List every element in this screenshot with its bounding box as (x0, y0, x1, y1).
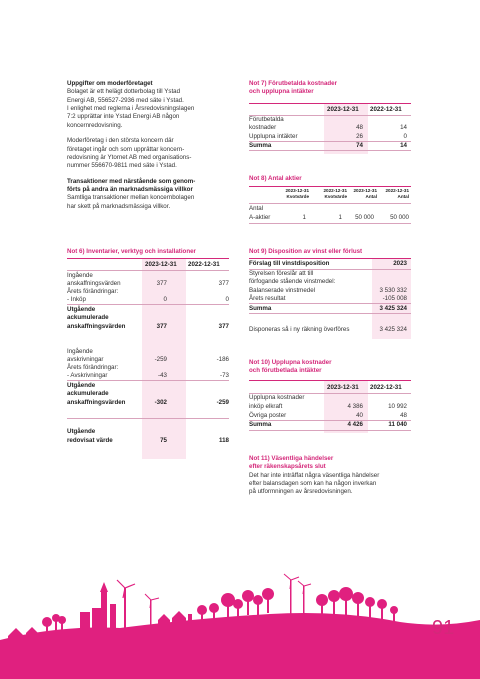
mother-line: koncernredovisning. (67, 121, 123, 129)
note9-value: -105 008 (382, 295, 407, 302)
note6-row-label: Utgående (67, 382, 96, 389)
town-silhouette-illustration (0, 570, 480, 679)
note6-value: 118 (219, 437, 229, 444)
note9-header-year: 2023 (393, 260, 407, 267)
mother-line: Bolaget är ett helägt dotterbolag till Ystad (67, 88, 181, 96)
note6-col2-header: 2022-12-31 (188, 261, 220, 268)
note10-value: 11 040 (388, 421, 407, 428)
note11-title: Not 11) Väsentliga händelser (249, 455, 334, 462)
note7-value: 14 (400, 124, 407, 131)
note6-value: -259 (216, 399, 229, 406)
note11-section (249, 455, 424, 497)
note11-title: efter räkenskapsårets slut (249, 463, 326, 471)
note6-value: -43 (158, 372, 167, 379)
mother-line: Moderföretag i den största koncern där (67, 137, 174, 145)
note9-title: Not 9) Disposition av vinst eller förlust (249, 248, 363, 255)
note6-row-label: Utgående (67, 428, 96, 435)
mother-line: företaget ingår och som upprättar koncern- (67, 145, 185, 153)
note8-row-label: Antal (249, 205, 264, 212)
note10-value: 4 426 (347, 421, 363, 428)
note10-row-label: Upplupna kostnader (249, 394, 305, 401)
note8-header: 2022-12-31 Kvotvärde (323, 188, 347, 199)
note6-title: Not 6) Inventarier, verktyg och installationer (67, 248, 196, 255)
note7-value: 0 (403, 133, 407, 140)
note9-row-label: Balanserade vinstmedel (249, 287, 316, 294)
note6-row-label: Ingående (67, 272, 93, 279)
note10-col2-header: 2022-12-31 (370, 384, 402, 391)
note7-row-label: kostnader (249, 124, 277, 131)
note8-row-label: A-aktier (249, 214, 271, 221)
note10-title: och förutbetlada intäkter (249, 367, 322, 375)
note8-header: 2022-12-31 Antal (385, 188, 409, 199)
note6-row-label: avskrivningar (67, 356, 104, 363)
note6-value: 75 (160, 437, 167, 444)
note8-header: 2023-12-31 Antal (353, 188, 377, 199)
note7-row-label: Förutbetalda (249, 116, 284, 123)
transactions-title: Transaktioner med närstående som genom- (67, 177, 196, 185)
note7-row-label: Summa (249, 142, 272, 149)
note6-value: 377 (218, 280, 229, 287)
note6-value: -186 (216, 356, 229, 363)
note7-row-label: Upplupna intäkter (249, 133, 298, 140)
note10-title: Not 10) Upplupna kostnader (249, 359, 332, 366)
note9-line: förfogande stående vinstmedel: (249, 278, 336, 285)
note8-rule (249, 186, 411, 187)
note6-row-label: - Inköp (67, 296, 86, 303)
note9-carry-value: 3 425 324 (379, 326, 407, 333)
note10-value: 4 386 (347, 403, 363, 410)
note7-value: 74 (356, 142, 363, 149)
note10-value: 48 (400, 412, 407, 419)
note6-value: 0 (163, 296, 167, 303)
note8-header: 2023-12-31 Kvotvärde (285, 188, 309, 199)
note7-col2-header: 2022-12-31 (370, 106, 402, 113)
mother-line: redovisning är Ytornet AB med organisations- (67, 153, 192, 161)
note9-header-label: Förslag till vinstdisposition (249, 260, 330, 267)
mother-line: nummer 556670-9811 med säte i Ystad. (67, 162, 177, 170)
note6-row-label: ackumulerade (67, 314, 109, 321)
note6-row-label: anskaffningsvärden (67, 323, 126, 330)
note9-table (249, 260, 411, 340)
note8-value: 50 000 (355, 214, 374, 221)
note11-line: på utformningen av årsredovisningen. (249, 488, 353, 496)
transactions-line: Samtliga transaktioner mellan koncernbolagen (67, 194, 195, 202)
note6-value: -259 (154, 356, 167, 363)
note8-title: Not 8) Antal aktier (249, 175, 302, 182)
note11-line: efter balansdagen som kan ha någon inverkan (249, 480, 377, 488)
note6-row-label: Utgående (67, 306, 96, 313)
note6-row-label: ackumulerade (67, 390, 109, 397)
mother-company-section (67, 80, 237, 211)
note7-title: och upplupna intäkter (249, 88, 314, 96)
note10-row-label: Övriga poster (249, 412, 287, 419)
note10-table (249, 384, 411, 434)
note6-row-label: anskaffningsvärden (67, 280, 121, 287)
note9-value: 3 530 332 (379, 287, 407, 294)
mother-company-title: Uppgifter om moderföretaget (67, 80, 153, 87)
mother-line: 7:2 upprättar inte Ystad Energi AB någon (67, 113, 180, 121)
note6-value: -73 (220, 372, 229, 379)
note6-row-label: redovisat värde (67, 437, 113, 444)
note6-value: -302 (154, 399, 167, 406)
note8-value: 50 000 (390, 214, 409, 221)
note6-value: 377 (218, 323, 229, 330)
mother-line: Energi AB, 556527-2936 med säte i Ystad. (67, 96, 184, 104)
page-number: 91 (432, 617, 455, 639)
note7-title: Not 7) Förutbetalda kostnader (249, 80, 338, 87)
note6-row-label: Årets förändringar: (67, 364, 119, 371)
note8-value: 1 (338, 214, 342, 221)
note8-value: 1 (302, 214, 306, 221)
note7-value: 26 (356, 133, 363, 140)
note7-section (249, 80, 411, 97)
note10-row-label: inköp elkraft (249, 403, 283, 410)
note7-value: 14 (400, 142, 407, 149)
note6-row-label: - Avskrivningar (67, 372, 108, 379)
note9-value: 3 425 324 (379, 305, 407, 312)
note8-body (249, 203, 411, 225)
note7-table (249, 106, 411, 156)
note9-row-label: Årets resultat (249, 295, 286, 302)
note6-table (67, 261, 229, 461)
note6-row-label: Årets förändringar: (67, 288, 119, 295)
note11-line: Det har inte inträffat några väsentliga händelser (249, 471, 380, 479)
mother-line: I enlighet med reglerna i Årsredovisningslagen (67, 105, 195, 113)
note6-row-label: anskaffningsvärden (67, 399, 126, 406)
transactions-line: har skett på marknadsmässiga villkor. (67, 202, 171, 210)
note10-section (249, 359, 411, 376)
note10-row-label: Summa (249, 421, 272, 428)
note9-line: Styrelsen föreslår att till (249, 270, 314, 277)
note9-carry-label: Disponeras så i ny räkning överföres (249, 326, 350, 333)
note6-value: 377 (156, 323, 167, 330)
note7-value: 48 (356, 124, 363, 131)
note7-col1-header: 2023-12-31 (327, 106, 359, 113)
note9-row-label: Summa (249, 305, 272, 312)
note6-col1-header: 2023-12-31 (145, 261, 177, 268)
transactions-title: förts på andra än marknadsmässiga villkor (67, 185, 193, 193)
note6-row-label: Ingående (67, 348, 93, 355)
note10-col1-header: 2023-12-31 (327, 384, 359, 391)
note10-value: 10 992 (388, 403, 407, 410)
note6-value: 0 (225, 296, 229, 303)
note6-value: 377 (156, 280, 167, 287)
note10-value: 40 (356, 412, 363, 419)
